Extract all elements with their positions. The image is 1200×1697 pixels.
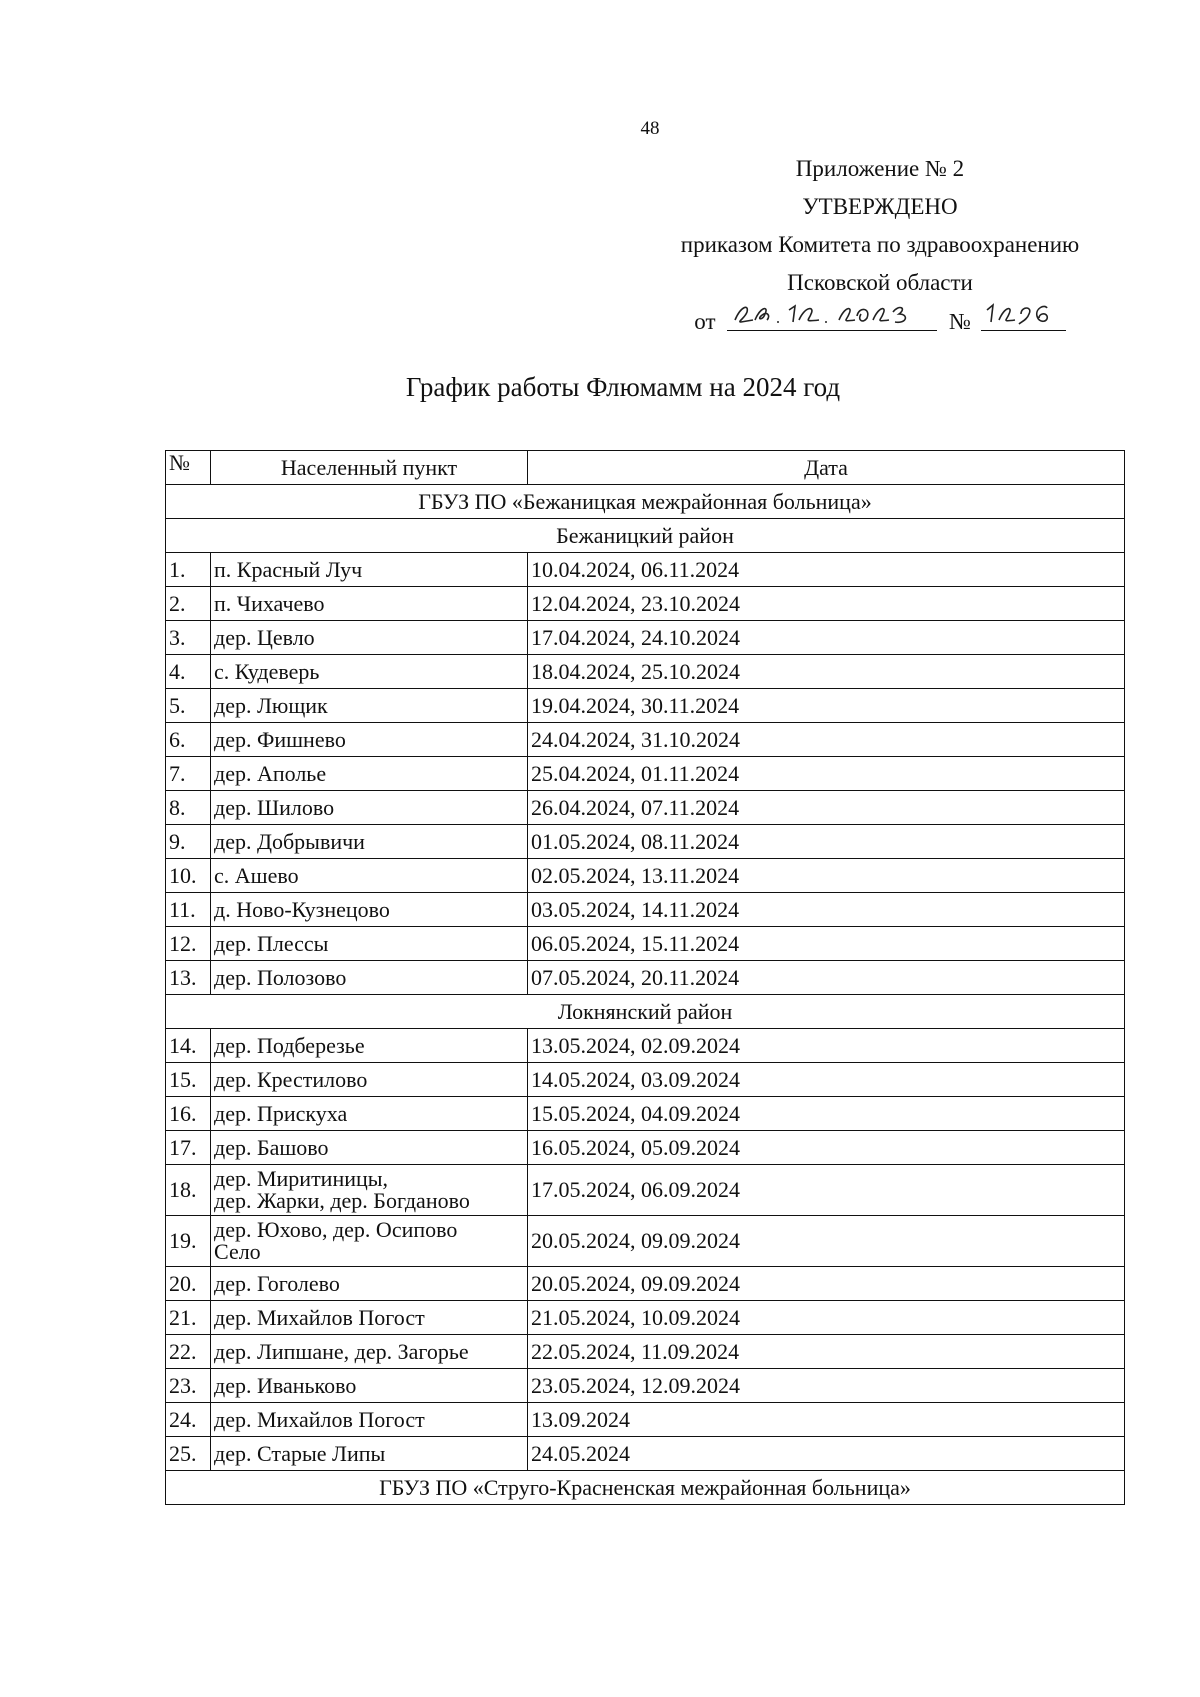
appendix-label: Приложение № 2 [795, 156, 965, 181]
table-row [166, 757, 1125, 791]
row-dates: 12.04.2024, 23.10.2024 [528, 587, 1125, 621]
document-title: График работы Флюмамм на 2024 год [405, 372, 841, 402]
order-date-number-line [640, 302, 1120, 341]
row-dates: 20.05.2024, 09.09.2024 [528, 1267, 1125, 1301]
place-name [211, 1437, 528, 1471]
table-row [166, 587, 1125, 621]
place-name [211, 859, 528, 893]
place-name [211, 689, 528, 723]
row-number: 7. [166, 757, 211, 791]
table-row [166, 1029, 1125, 1063]
row-dates: 06.05.2024, 15.11.2024 [528, 927, 1125, 961]
table-row [166, 553, 1125, 587]
row-dates: 22.05.2024, 11.09.2024 [528, 1335, 1125, 1369]
hospital-name: ГБУЗ ПО «Струго-Красненская межрайонная больница» [166, 1471, 1125, 1505]
row-number: 17. [166, 1131, 211, 1165]
row-number: 12. [166, 927, 211, 961]
district-name: Бежаницкий район [166, 519, 1125, 553]
row-number: 22. [166, 1335, 211, 1369]
place-line-1: п. Чихачево [214, 590, 325, 616]
place-line-2: Село [214, 1239, 261, 1264]
handwritten-number-signature [981, 298, 1066, 328]
place-line-1: д. Ново-Кузнецово [214, 896, 390, 922]
row-dates: 07.05.2024, 20.11.2024 [528, 961, 1125, 995]
handwritten-date-signature [727, 298, 937, 328]
row-dates: 19.04.2024, 30.11.2024 [528, 689, 1125, 723]
place-name [211, 1097, 528, 1131]
place-line-1: дер. Подберезье [214, 1032, 365, 1058]
row-dates: 14.05.2024, 03.09.2024 [528, 1063, 1125, 1097]
table-row [166, 621, 1125, 655]
row-number: 11. [166, 893, 211, 927]
table-row [166, 1301, 1125, 1335]
row-number: 16. [166, 1097, 211, 1131]
place-line-1: дер. Миритиницы, [214, 1166, 389, 1191]
page-number: 48 [640, 118, 660, 139]
place-line-1: дер. Лющик [214, 692, 328, 718]
row-dates: 18.04.2024, 25.10.2024 [528, 655, 1125, 689]
place-name [211, 1063, 528, 1097]
row-dates: 10.04.2024, 06.11.2024 [528, 553, 1125, 587]
row-number: 8. [166, 791, 211, 825]
place-name [211, 1165, 528, 1216]
place-name [211, 893, 528, 927]
place-name [211, 825, 528, 859]
header-date: Дата [528, 451, 1125, 485]
row-number: 9. [166, 825, 211, 859]
hospital-row [166, 485, 1125, 519]
table-row [166, 893, 1125, 927]
table-row [166, 689, 1125, 723]
row-number: 20. [166, 1267, 211, 1301]
row-dates: 17.04.2024, 24.10.2024 [528, 621, 1125, 655]
row-number: 1. [166, 553, 211, 587]
row-dates: 21.05.2024, 10.09.2024 [528, 1301, 1125, 1335]
place-line-1: дер. Гоголево [214, 1270, 340, 1296]
table-row [166, 1335, 1125, 1369]
place-line-1: дер. Михайлов Погост [214, 1406, 425, 1432]
schedule-table [165, 450, 1125, 1505]
table-row [166, 1097, 1125, 1131]
row-dates: 23.05.2024, 12.09.2024 [528, 1369, 1125, 1403]
table-row [166, 1216, 1125, 1267]
row-number: 14. [166, 1029, 211, 1063]
place-name [211, 791, 528, 825]
place-line-1: дер. Старые Липы [214, 1440, 386, 1466]
row-number: 10. [166, 859, 211, 893]
place-line-1: с. Ашево [214, 862, 299, 888]
place-line-1: дер. Фишнево [214, 726, 346, 752]
place-line-1: дер. Юхово, дер. Осипово [214, 1217, 458, 1242]
place-name [211, 587, 528, 621]
place-line-1: дер. Липшане, дер. Загорье [214, 1338, 469, 1364]
row-dates: 13.05.2024, 02.09.2024 [528, 1029, 1125, 1063]
table-row [166, 1131, 1125, 1165]
row-number: 21. [166, 1301, 211, 1335]
row-dates: 26.04.2024, 07.11.2024 [528, 791, 1125, 825]
header-number: № [166, 451, 211, 485]
row-dates: 16.05.2024, 05.09.2024 [528, 1131, 1125, 1165]
hospital-row [166, 1471, 1125, 1505]
place-line-1: дер. Добрывичи [214, 828, 365, 854]
table-row [166, 859, 1125, 893]
handwritten-date [727, 304, 937, 331]
place-name [211, 1369, 528, 1403]
table-row [166, 1165, 1125, 1216]
row-dates: 17.05.2024, 06.09.2024 [528, 1165, 1125, 1216]
place-name [211, 961, 528, 995]
place-name [211, 1301, 528, 1335]
row-dates: 03.05.2024, 14.11.2024 [528, 893, 1125, 927]
row-number: 3. [166, 621, 211, 655]
approval-block [640, 150, 1120, 341]
place-name [211, 927, 528, 961]
place-line-1: дер. Прискуха [214, 1100, 348, 1126]
row-number: 2. [166, 587, 211, 621]
row-number: 25. [166, 1437, 211, 1471]
header-place: Населенный пункт [211, 451, 528, 485]
table-header-row [166, 451, 1125, 485]
place-line-1: дер. Плессы [214, 930, 329, 956]
handwritten-number [981, 304, 1066, 331]
number-prefix: № [949, 309, 971, 334]
place-line-1: дер. Крестилово [214, 1066, 368, 1092]
table-row [166, 1063, 1125, 1097]
approved-label: УТВЕРЖДЕНО [802, 194, 958, 219]
place-name [211, 553, 528, 587]
row-number: 6. [166, 723, 211, 757]
table-row [166, 1369, 1125, 1403]
place-line-1: дер. Цевло [214, 624, 315, 650]
place-line-2: дер. Жарки, дер. Богданово [214, 1188, 470, 1213]
district-row [166, 519, 1125, 553]
place-name [211, 655, 528, 689]
place-name [211, 723, 528, 757]
place-line-1: дер. Иваньково [214, 1372, 357, 1398]
row-number: 18. [166, 1165, 211, 1216]
row-dates: 01.05.2024, 08.11.2024 [528, 825, 1125, 859]
table-row [166, 825, 1125, 859]
row-number: 24. [166, 1403, 211, 1437]
place-line-1: п. Красный Луч [214, 556, 363, 582]
row-dates: 24.05.2024 [528, 1437, 1125, 1471]
row-number: 13. [166, 961, 211, 995]
schedule-body [166, 485, 1125, 1505]
place-name [211, 1216, 528, 1267]
place-line-1: дер. Шилово [214, 794, 335, 820]
table-row [166, 723, 1125, 757]
table-row [166, 1403, 1125, 1437]
place-name [211, 621, 528, 655]
place-name [211, 1131, 528, 1165]
date-prefix: от [694, 309, 716, 334]
order-line-2: Псковской области [787, 270, 973, 295]
district-name: Локнянский район [166, 995, 1125, 1029]
row-dates: 20.05.2024, 09.09.2024 [528, 1216, 1125, 1267]
place-line-1: дер. Михайлов Погост [214, 1304, 425, 1330]
place-name [211, 1029, 528, 1063]
place-line-1: дер. Аполье [214, 760, 327, 786]
row-number: 23. [166, 1369, 211, 1403]
row-dates: 25.04.2024, 01.11.2024 [528, 757, 1125, 791]
district-row [166, 995, 1125, 1029]
place-name [211, 757, 528, 791]
table-row [166, 791, 1125, 825]
table-row [166, 655, 1125, 689]
table-row [166, 927, 1125, 961]
place-name [211, 1403, 528, 1437]
row-number: 4. [166, 655, 211, 689]
place-name [211, 1267, 528, 1301]
row-number: 19. [166, 1216, 211, 1267]
row-number: 15. [166, 1063, 211, 1097]
table-row [166, 961, 1125, 995]
place-name [211, 1335, 528, 1369]
place-line-1: с. Кудеверь [214, 658, 320, 684]
row-dates: 15.05.2024, 04.09.2024 [528, 1097, 1125, 1131]
table-row [166, 1437, 1125, 1471]
hospital-name: ГБУЗ ПО «Бежаницкая межрайонная больница» [166, 485, 1125, 519]
row-dates: 02.05.2024, 13.11.2024 [528, 859, 1125, 893]
place-line-1: дер. Башово [214, 1134, 329, 1160]
row-dates: 13.09.2024 [528, 1403, 1125, 1437]
order-line-1: приказом Комитета по здравоохранению [680, 232, 1080, 257]
row-dates: 24.04.2024, 31.10.2024 [528, 723, 1125, 757]
row-number: 5. [166, 689, 211, 723]
table-row [166, 1267, 1125, 1301]
place-line-1: дер. Полозово [214, 964, 347, 990]
